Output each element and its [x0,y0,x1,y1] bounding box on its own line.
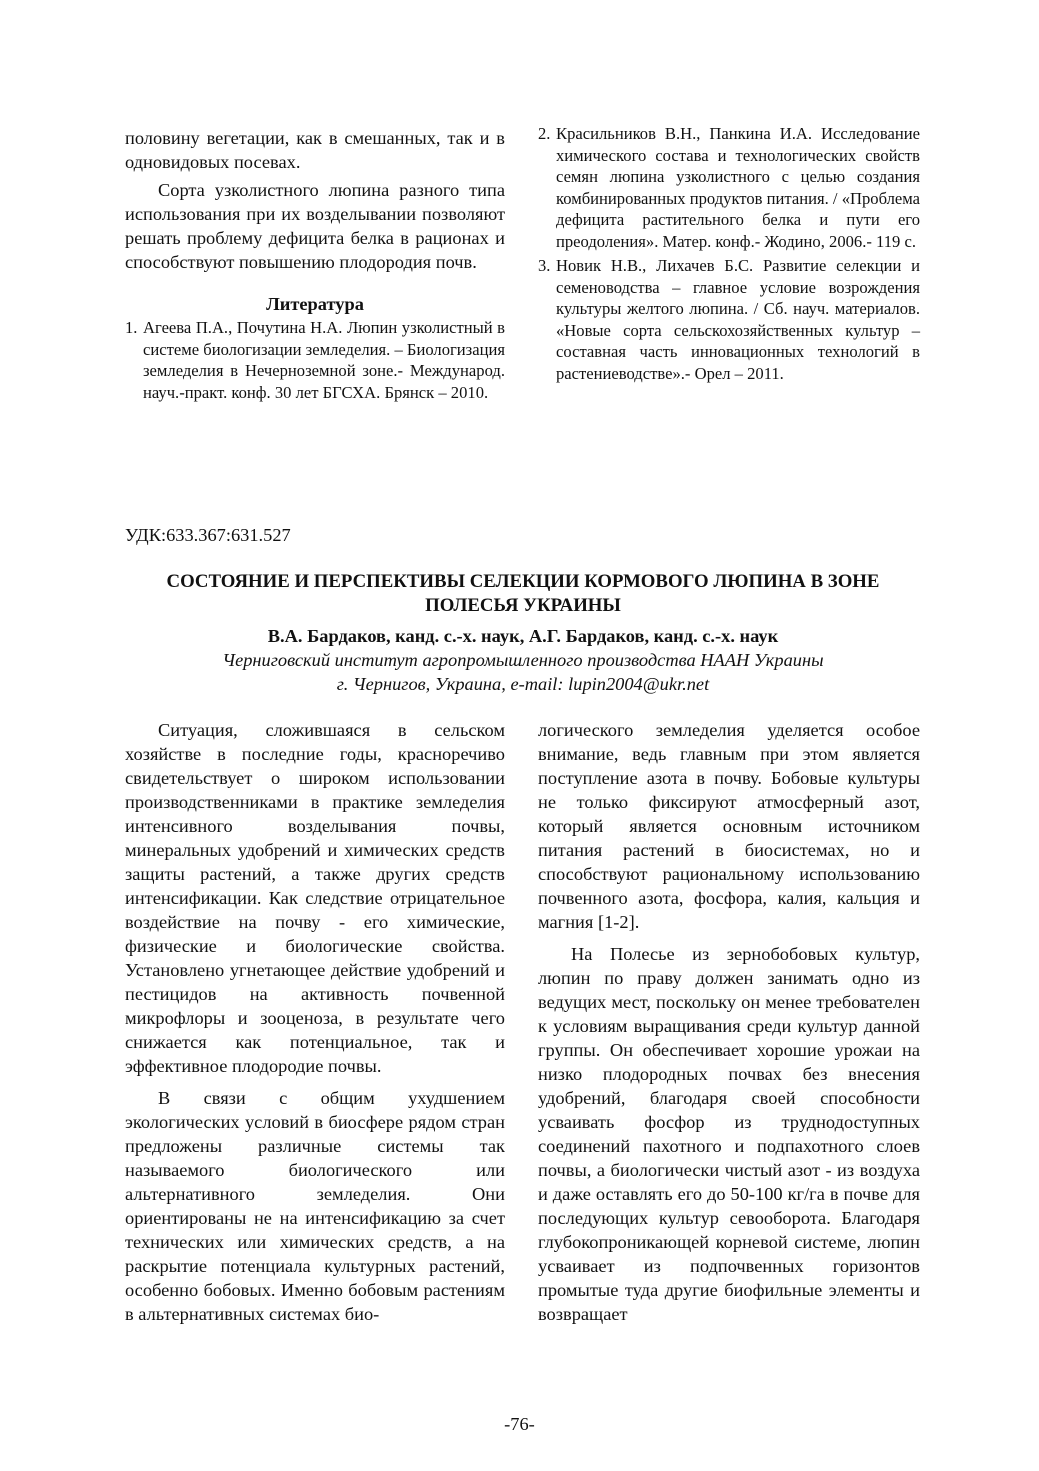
article-column-right [538,718,920,1326]
reference-item [538,123,920,252]
article-column-left [125,718,505,1326]
previous-article-column-left [125,126,505,403]
previous-article-column-right [538,123,920,384]
paragraph: Сорта узколистного люпина разного типа использования при их возделывании позволяют решать проблему дефицита белка в рационах и способствуют повышению плодородия почв. [125,180,505,272]
reference-text: Красильников В.Н., Панкина И.А. Исследование химического состава и технологических свойств семян люпина узколистного с целью создания комбинированных продуктов питания. / «Проблема дефицита растительного белка и пути его преодоления». Матер. конф.- Жодино, 2006.- 119 с. [556,124,920,251]
reference-number: 3. [538,256,551,275]
article-title: СОСТОЯНИЕ И ПЕРСПЕКТИВЫ СЕЛЕКЦИИ КОРМОВОГО ЛЮПИНА В ЗОНЕ ПОЛЕСЬЯ УКРАИНЫ [166,571,880,616]
paragraph: На Полесье из зернобобовых культур, люпин по праву должен занимать одно из ведущих мест, поскольку он менее требователен к условиям выращивания среди культур данной группы. Он обеспечивает хорошие урожаи на низко плодородных почвах без внесения удобрений, благодаря своей способности усваивать фосфор из труднодоступных соединений пахотного и подпахотного слоев почвы, а биологически чистый азот - из воздуха и даже оставлять его до 50-100 кг/га в почве для последующих культур севооборота. Благодаря глубокопроникающей корневой системе, люпин усваивает из подпочвенных горизонтов промытые туда другие биофильные элементы и возвращает [538,944,920,1324]
paragraph: логического земледелия уделяется особое внимание, ведь главным при этом является поступление азота в почву. Бобовые культуры не только фиксируют атмосферный азот, который является основным источником питания растений в биосистемах, но и способствуют рациональному использованию почвенного азота, фосфора, калия, кальция и магния [1-2]. [538,720,920,932]
reference-list [125,317,505,403]
affiliation: Черниговский институт агропромышленного производства НААН Украины [222,650,824,670]
reference-list-continued [538,123,920,384]
article-header [125,570,921,696]
reference-text: Новик Н.В., Лихачев Б.С. Развитие селекции и семеноводства – главное условие возрождения культуры желтого люпина. / Сб. науч. материалов. «Новые сорта сельскохозяйственных культур – составная часть инновационных технологий в растениеводстве».- Орел – 2011. [556,256,920,383]
affiliation-contact: г. Чернигов, Украина, e-mail: lupin2004@ukr.net [336,674,710,694]
literature-heading: Литература [266,294,364,314]
page-number: -76- [504,1414,535,1434]
article-authors: В.А. Бардаков, канд. с.-х. наук, А.Г. Бардаков, канд. с.-х. наук [267,626,779,646]
reference-number: 1. [125,318,138,337]
udk-code: УДК:633.367:631.527 [125,525,291,545]
reference-text: Агеева П.А., Почутина Н.А. Люпин узколистный в системе биологизации земледелия. – Биологизация земледелия в Нечерноземной зоне.- Международ. науч.-практ. конф. 30 лет БГСХА. Брянск – 2010. [143,318,505,402]
reference-item [125,317,505,403]
reference-number: 2. [538,124,551,143]
paragraph: В связи с общим ухудшением экологических условий в биосфере рядом стран предложены различные системы так называемого биологического или альтернативного земледелия. Они ориентированы не на интенсификацию за счет технических или химических средств, а на раскрытие потенциала культурных растений, особенно бобовых. Именно бобовым растениям в альтернативных системах био- [125,1088,505,1324]
reference-item [538,255,920,384]
paragraph: половину вегетации, как в смешанных, так и в одновидовых посевах. [125,128,505,172]
paragraph: Ситуация, сложившаяся в сельском хозяйстве в последние годы, красноречиво свидетельствует о широком использовании производственниками в практике земледелия интенсивного возделывания почвы, минеральных удобрений и химических средств защиты растений, а также других средств интенсификации. Как следствие отрицательное воздействие на почву - его химические, физические и биологические свойства. Установлено угнетающее действие удобрений и пестицидов на активность почвенной микрофлоры и зооценоза, в результате чего снижается как потенциальное, так и эффективное плодородие почвы. [125,720,505,1076]
